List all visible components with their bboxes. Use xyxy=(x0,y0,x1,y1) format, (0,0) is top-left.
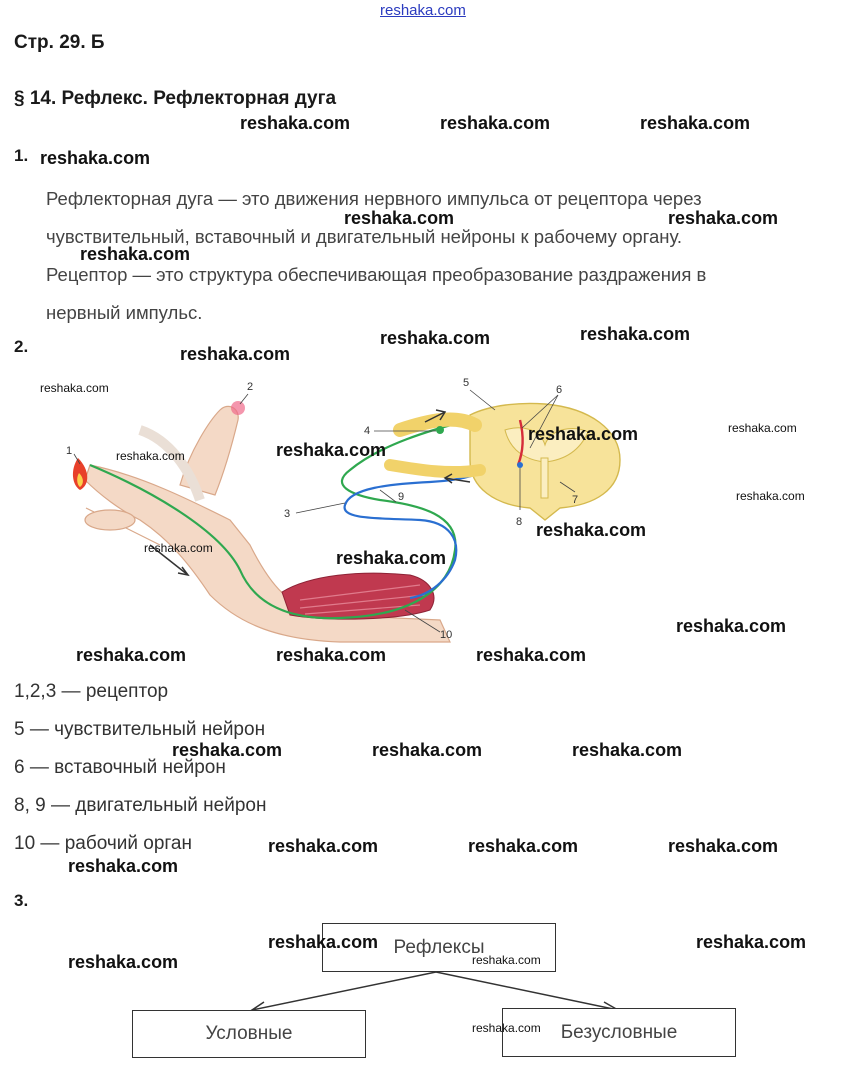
watermark: reshaka.com xyxy=(572,740,683,760)
watermark: reshaka.com xyxy=(68,856,179,876)
diagram-label-4: 4 xyxy=(364,425,371,437)
tree-root-label: Рефлексы xyxy=(393,936,485,958)
watermark: reshaka.com xyxy=(676,616,787,636)
watermark: reshaka.com xyxy=(40,148,151,168)
legend-item-1: 1,2,3 — рецептор xyxy=(14,681,169,702)
diagram-label-7: 7 xyxy=(572,494,579,506)
watermark: reshaka.com xyxy=(372,740,483,760)
watermark: reshaka.com xyxy=(536,520,647,540)
tree-connector-right xyxy=(436,972,618,1010)
watermark: reshaka.com xyxy=(172,740,283,760)
legend-item-4: 8, 9 — двигательный нейрон xyxy=(14,795,267,816)
watermark: reshaka.com xyxy=(80,244,191,264)
watermark: reshaka.com xyxy=(380,328,491,348)
motor-neuron-body xyxy=(517,462,523,468)
tree-right-label: Безусловные xyxy=(560,1021,678,1043)
watermark: reshaka.com xyxy=(580,324,691,344)
page-label: Стр. 29. Б xyxy=(14,32,105,53)
task-number-3: 3. xyxy=(14,891,29,910)
watermark: reshaka.com xyxy=(728,421,797,435)
diagram-label-9: 9 xyxy=(398,491,405,503)
diagram-label-1: 1 xyxy=(66,445,73,457)
tree-left-label: Условные xyxy=(205,1023,293,1044)
watermark: reshaka.com xyxy=(268,932,379,952)
watermark: reshaka.com xyxy=(640,113,751,133)
watermark: reshaka.com xyxy=(668,208,779,228)
diagram-label-8: 8 xyxy=(516,516,523,528)
task-number-2: 2. xyxy=(14,337,29,356)
leader-line-3 xyxy=(296,503,345,513)
legend-item-3: 6 — вставочный нейрон xyxy=(14,757,226,778)
tree-connector-left xyxy=(252,972,436,1010)
watermark: reshaka.com xyxy=(528,424,639,444)
legend-item-2: 5 — чувствительный нейрон xyxy=(14,719,266,740)
legend-item-5: 10 — рабочий орган xyxy=(14,833,192,854)
watermark: reshaka.com xyxy=(736,489,805,503)
spinal-cord-illustration xyxy=(390,403,620,520)
diagram-label-10: 10 xyxy=(440,629,453,641)
watermark: reshaka.com xyxy=(668,836,779,856)
task-number-1: 1. xyxy=(14,146,29,165)
watermark: reshaka.com xyxy=(268,836,379,856)
watermark: reshaka.com xyxy=(68,952,179,972)
sensory-ganglion xyxy=(436,426,444,434)
leader-line-5 xyxy=(470,390,495,410)
watermark: reshaka.com xyxy=(696,932,807,952)
pain-point-icon xyxy=(231,401,245,415)
tree-left-box xyxy=(132,1010,366,1058)
diagram-label-2: 2 xyxy=(247,381,254,393)
watermark: reshaka.com xyxy=(336,548,447,568)
task1-line-4: нервный импульс. xyxy=(46,302,203,323)
site-link[interactable]: reshaka.com xyxy=(380,2,466,19)
task1-line-2: чувствительный, вставочный и двигательный нейроны к рабочему органу. xyxy=(46,226,683,247)
watermark: reshaka.com xyxy=(472,953,541,967)
watermark: reshaka.com xyxy=(240,113,351,133)
diagram-label-3: 3 xyxy=(284,508,291,520)
watermark: reshaka.com xyxy=(144,541,213,555)
diagram-label-6: 6 xyxy=(556,384,563,396)
watermark: reshaka.com xyxy=(276,440,387,460)
diagram-label-5: 5 xyxy=(463,377,470,389)
section-title: § 14. Рефлекс. Рефлекторная дуга xyxy=(14,88,337,109)
watermark: reshaka.com xyxy=(40,381,109,395)
watermark: reshaka.com xyxy=(116,449,185,463)
watermark: reshaka.com xyxy=(276,645,387,665)
watermark: reshaka.com xyxy=(440,113,551,133)
watermark: reshaka.com xyxy=(468,836,579,856)
watermark: reshaka.com xyxy=(476,645,587,665)
watermark: reshaka.com xyxy=(76,645,187,665)
watermark: reshaka.com xyxy=(180,344,291,364)
task1-line-1: Рефлекторная дуга — это движения нервного импульса от рецептора через xyxy=(46,188,702,209)
task1-line-3: Рецептор — это структура обеспечивающая преобразование раздражения в xyxy=(46,264,707,285)
watermark: reshaka.com xyxy=(344,208,455,228)
watermark: reshaka.com xyxy=(472,1021,541,1035)
leader-line-2 xyxy=(240,394,248,404)
